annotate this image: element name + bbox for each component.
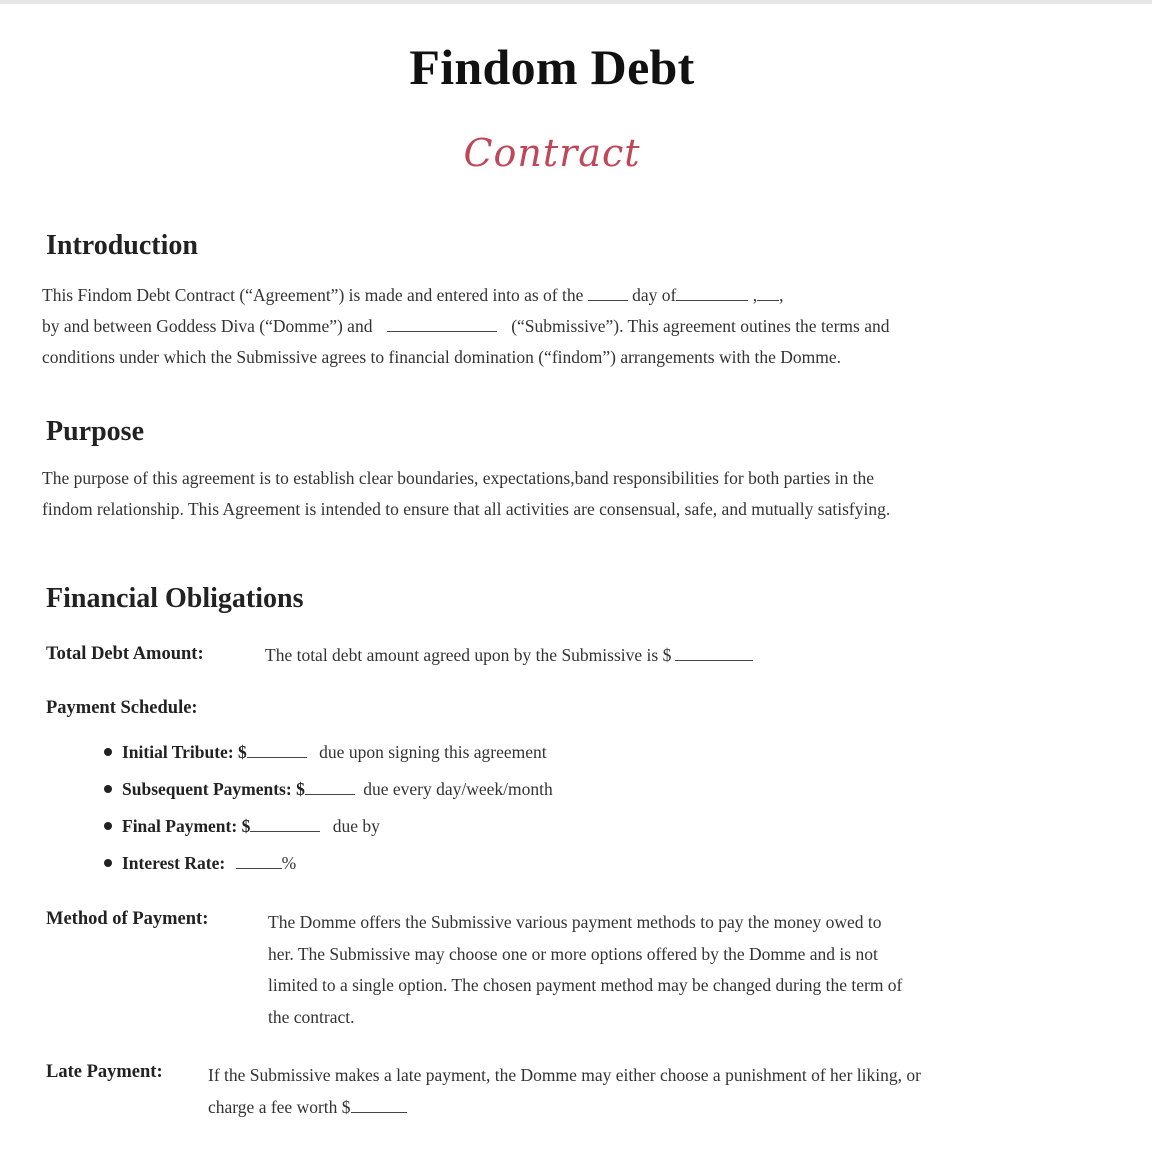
subsequent-payments-blank bbox=[305, 780, 355, 795]
introduction-paragraph bbox=[42, 280, 1122, 373]
intro-text-2b: (“Submissive”). This agreement outines the terms and bbox=[511, 316, 890, 336]
bullet-dot-icon bbox=[104, 822, 112, 830]
final-payment-blank bbox=[250, 817, 320, 832]
intro-comma-2: , bbox=[779, 285, 784, 305]
year-blank bbox=[757, 286, 779, 301]
submissive-name-blank bbox=[387, 317, 497, 332]
bullet-dot-icon bbox=[104, 748, 112, 756]
bullet-subsequent-payments bbox=[104, 779, 553, 800]
intro-text-1b: day of bbox=[632, 285, 677, 305]
purpose-paragraph bbox=[42, 463, 1142, 525]
bullet-initial-tribute bbox=[104, 742, 547, 763]
late-line-1: If the Submissive makes a late payment, the Domme may either choose a punishment of her liking, or bbox=[208, 1065, 921, 1085]
document-title: Findom Debt bbox=[409, 39, 695, 95]
purpose-line-1: The purpose of this agreement is to establish clear boundaries, expectations,band responsibilities for both parties in the bbox=[42, 468, 875, 488]
interest-rate-blank bbox=[236, 854, 282, 869]
intro-line-2 bbox=[42, 311, 1122, 342]
method-line-3: limited to a single option. The chosen payment method may be changed during the term of bbox=[268, 975, 903, 995]
day-blank bbox=[588, 286, 628, 301]
initial-tribute-currency: $ bbox=[238, 742, 247, 762]
method-of-payment-label: Method of Payment: bbox=[46, 909, 209, 929]
initial-tribute-blank bbox=[247, 743, 307, 758]
late-fee-blank bbox=[351, 1098, 407, 1113]
interest-rate-label: Interest Rate: bbox=[122, 853, 226, 873]
interest-rate-unit: % bbox=[281, 853, 297, 873]
bullet-final-payment bbox=[104, 816, 380, 837]
subsequent-payments-label: Subsequent Payments: bbox=[122, 779, 292, 799]
subsequent-payments-note: due every day/week/month bbox=[363, 779, 553, 799]
month-blank bbox=[676, 286, 748, 301]
document-subtitle: Contract bbox=[463, 131, 641, 175]
method-line-2: her. The Submissive may choose one or more options offered by the Domme and is not bbox=[268, 943, 878, 964]
late-line-2 bbox=[208, 1092, 1138, 1124]
intro-text-2a: by and between Goddess Diva (“Domme”) and bbox=[42, 316, 373, 336]
late-payment-text bbox=[208, 1060, 1138, 1123]
financial-obligations-heading: Financial Obligations bbox=[46, 583, 304, 614]
purpose-line-2: findom relationship. This Agreement is intended to ensure that all activities are consensual, safe, and mutually satisfying. bbox=[42, 499, 891, 519]
late-fee-text: charge a fee worth $ bbox=[208, 1096, 351, 1117]
introduction-heading: Introduction bbox=[46, 230, 198, 261]
total-debt-label: Total Debt Amount: bbox=[46, 644, 204, 664]
intro-text-1a: This Findom Debt Contract (“Agreement”) is made and entered into as of the bbox=[42, 285, 584, 305]
intro-line-3: conditions under which the Submissive agrees to financial domination (“findom”) arrangements with the Domme. bbox=[42, 347, 841, 367]
method-line-1: The Domme offers the Submissive various payment methods to pay the money owed to bbox=[268, 912, 882, 932]
purpose-heading: Purpose bbox=[46, 416, 144, 447]
bullet-dot-icon bbox=[104, 859, 112, 867]
late-payment-label: Late Payment: bbox=[46, 1062, 163, 1082]
intro-comma-1: , bbox=[752, 285, 758, 305]
final-payment-label: Final Payment: bbox=[122, 816, 238, 836]
total-debt-sentence: The total debt amount agreed upon by the Submissive is $ bbox=[265, 645, 672, 665]
final-payment-note: due by bbox=[332, 816, 380, 836]
bullet-dot-icon bbox=[104, 785, 112, 793]
intro-line-1 bbox=[42, 280, 1122, 311]
method-of-payment-text bbox=[268, 907, 1128, 1033]
payment-schedule-label: Payment Schedule: bbox=[46, 698, 198, 718]
subsequent-payments-currency: $ bbox=[296, 779, 305, 799]
total-debt-text bbox=[265, 645, 753, 666]
bullet-interest-rate bbox=[104, 853, 296, 874]
final-payment-currency: $ bbox=[241, 816, 251, 836]
initial-tribute-note: due upon signing this agreement bbox=[319, 742, 547, 762]
method-line-4: the contract. bbox=[268, 1006, 355, 1027]
initial-tribute-label: Initial Tribute: bbox=[122, 742, 234, 762]
total-debt-blank bbox=[675, 646, 753, 661]
